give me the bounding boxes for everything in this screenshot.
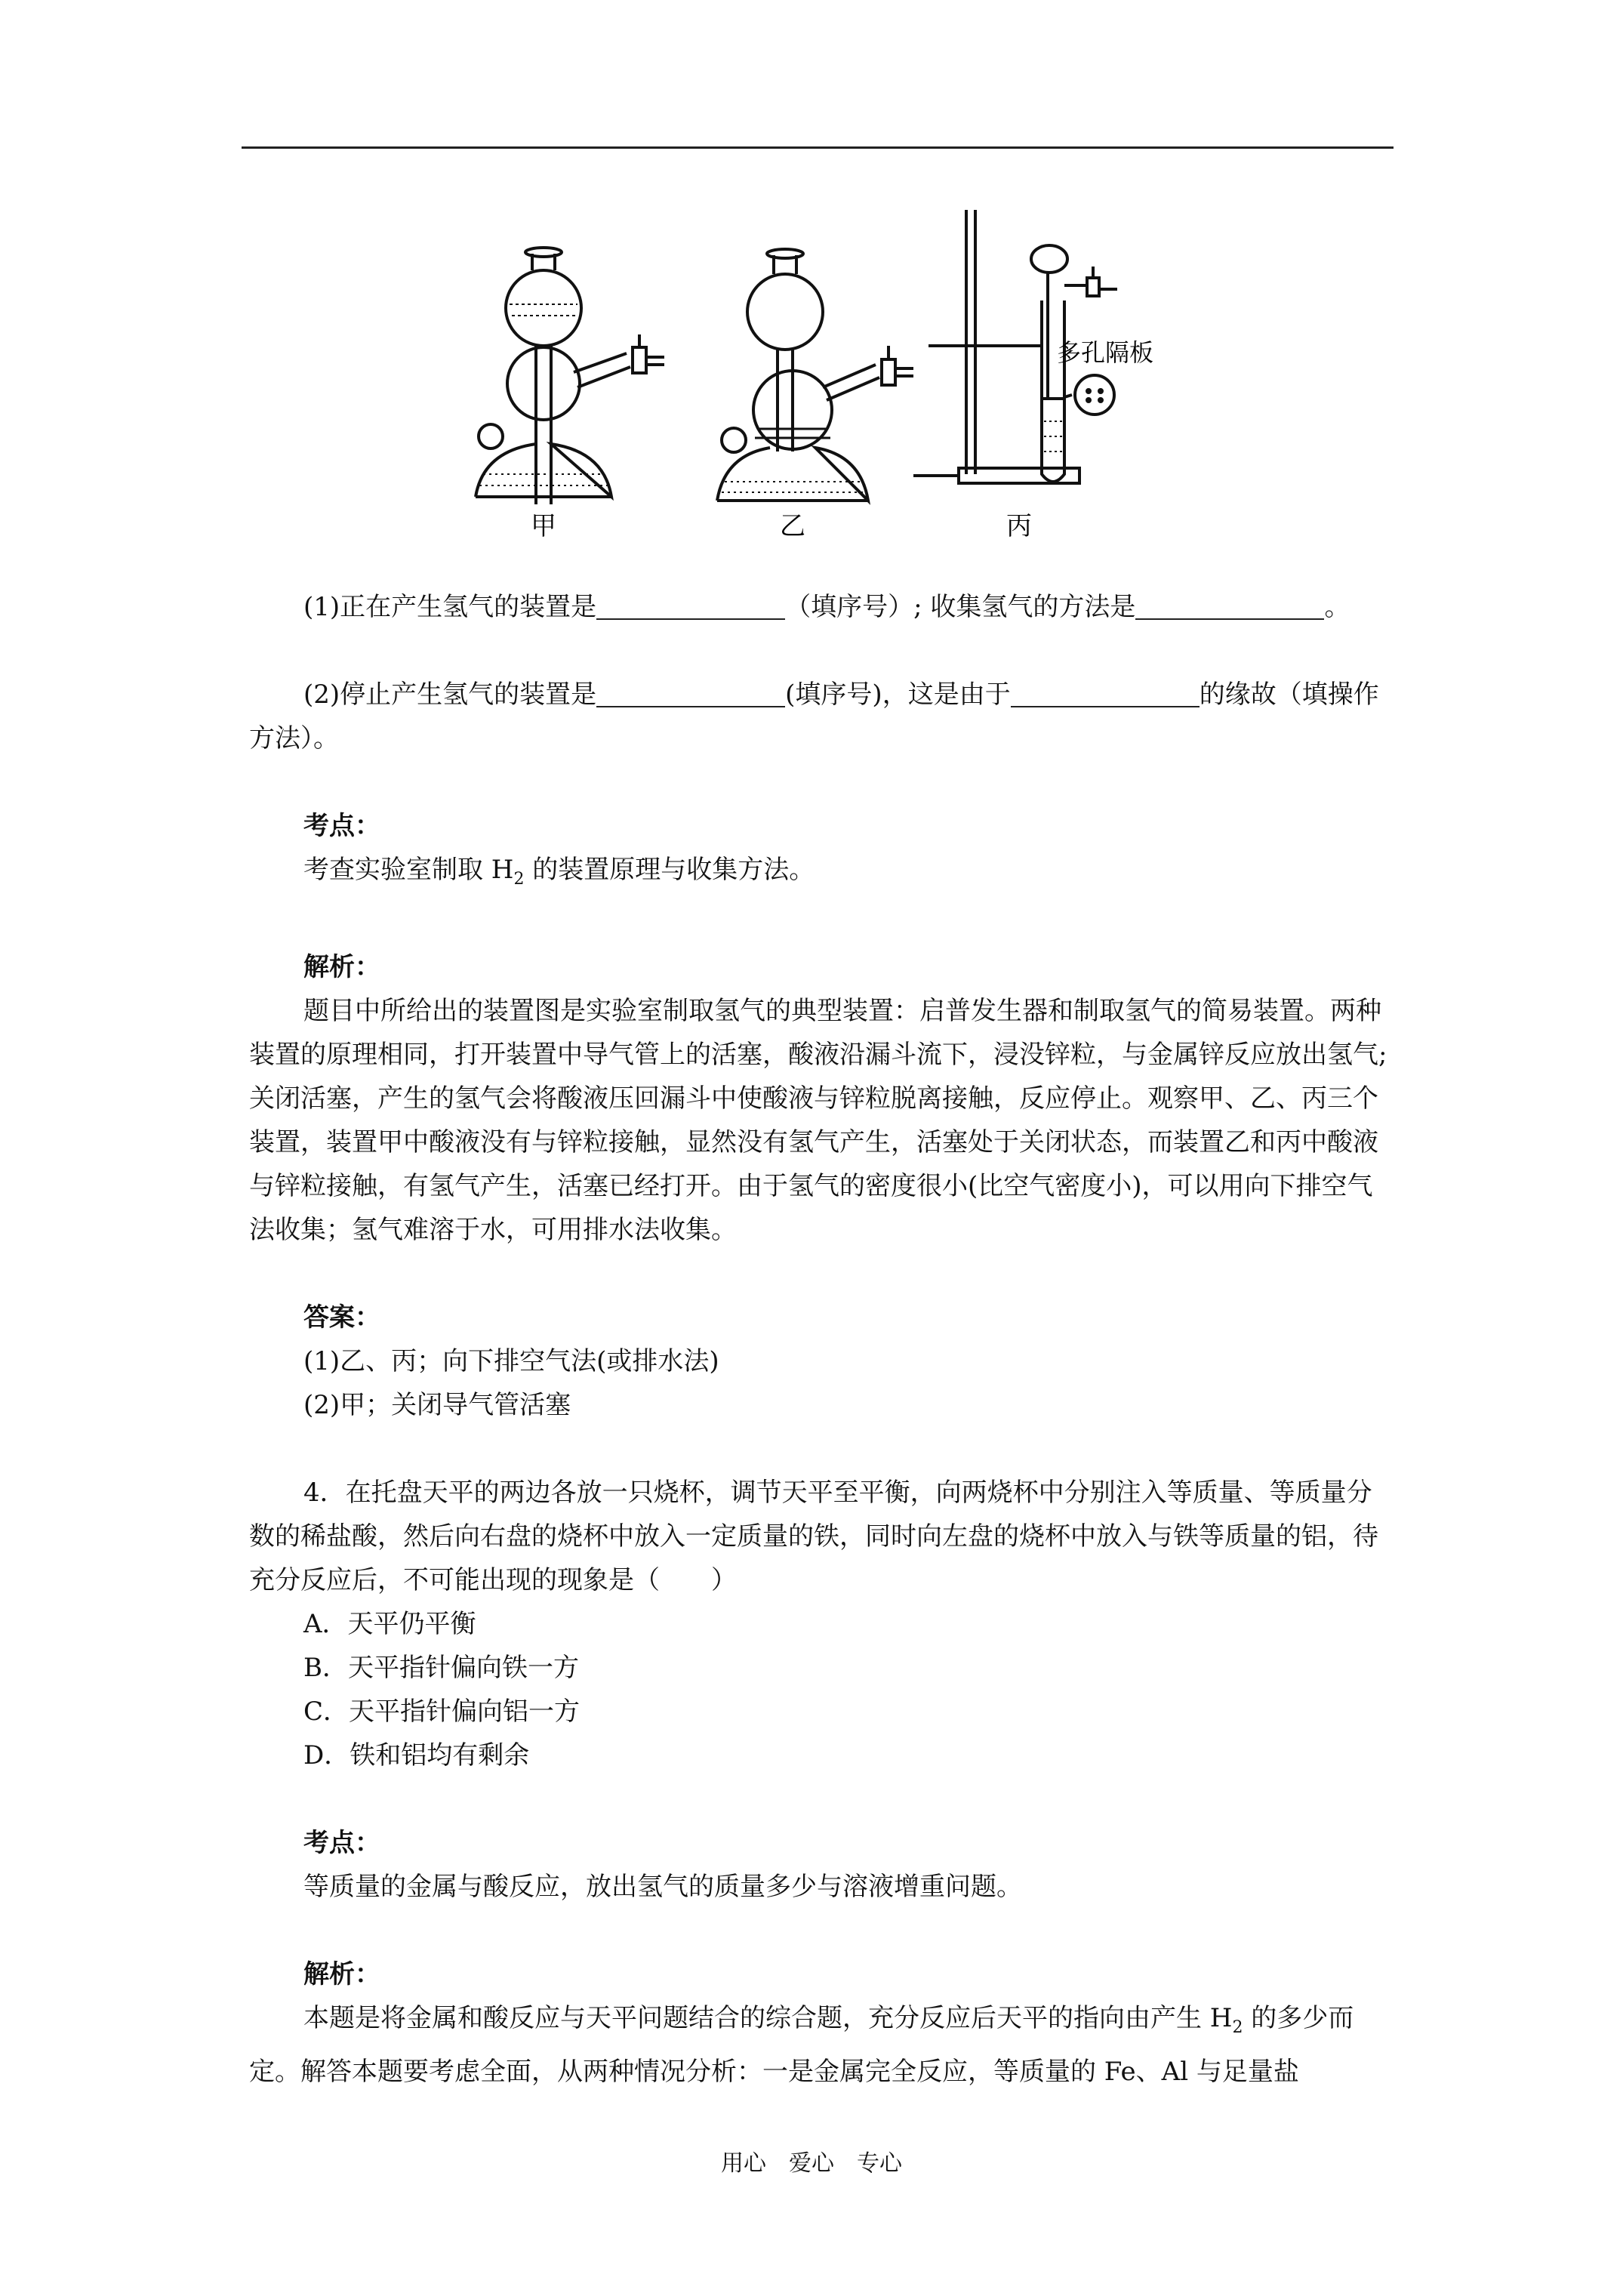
label-bing: 丙 [1006,511,1032,541]
q4-stem: 4．在托盘天平的两边各放一只烧杯，调节天平至平衡，向两烧杯中分别注入等质量、等质量分数的稀盐酸，然后向右盘的烧杯中放入一定质量的铁，同时向左盘的烧杯中放入与铁等质量的铝，待充分反应后，不可能出现的现象是（ ） [249,1477,1378,1595]
q3-body [249,585,1389,2094]
q4-kaodian-text: 等质量的金属与酸反应，放出氢气的质量多少与溶液增重问题。 [303,1871,1022,1902]
label-jia: 甲 [531,511,556,541]
apparatus-yi-drawing [717,249,913,501]
q4-option: A．天平仍平衡 [303,1608,476,1639]
answer-blank[interactable] [1011,677,1200,707]
answer-blank[interactable] [1135,590,1324,620]
q3-kaodian-text: 考查实验室制取 $H_2$ 的装置原理与收集方法。 [303,855,815,889]
apparatus-figure [438,202,1223,542]
apparatus-diagram [438,202,1223,542]
q4-option: D．铁和铝均有剩余 [303,1740,530,1771]
page-footer: 用心 爱心 专心 [721,2150,902,2177]
apparatus-yi-fill [722,429,864,492]
q4-jiexi-heading: 解析： [303,1959,380,1989]
answer-blank[interactable] [596,677,785,707]
label-yi: 乙 [780,511,805,541]
q3-jiexi-heading: 解析： [303,951,380,982]
label-porous-plate: 多孔隔板 [1057,338,1154,367]
q3-daan-heading: 答案： [303,1302,380,1333]
q3-sub1: (1)正在产生氢气的装置是 （填序号）; 收集氢气的方法是 。 [249,585,1389,629]
answer-blank[interactable] [596,590,785,620]
q3-jiexi-text: 题目中所给出的装置图是实验室制取氢气的典型装置：启普发生器和制取氢气的简易装置。两种装置的原理相同，打开装置中导气管上的活塞，酸液沿漏斗流下，浸没锌粒，与金属锌反应放出氢气; 关闭活塞，产生的氢气会将酸液压回漏斗中使酸液与锌粒脱离接触，反应停止。观察甲、乙、丙三个装置，装置甲中酸液没有与锌粒接触，显然没有氢气产生，活塞处于关闭状态，而装置乙和丙中酸液与锌粒接触，有氢气产生，活塞已经打开。由于氢气的密度很小(比空气密度小)，可以用向下排空气法收集；氢气难溶于水，可用排水法收集。 [249,995,1387,1245]
apparatus-jia-drawing [476,248,664,504]
q4-option: C．天平指针偏向铝一方 [303,1696,581,1727]
q4-kaodian-heading: 考点： [303,1827,380,1858]
q3-kaodian-heading: 考点： [303,811,380,841]
q3-sub2: (2)停止产生氢气的装置是 (填序号)，这是由于 的缘故（填操作方法）。 [249,673,1389,760]
q3-daan-1: (1)乙、丙；向下排空气法(或排水法) [303,1345,719,1376]
q4-jiexi-text: 本题是将金属和酸反应与天平问题结合的综合题，充分反应后天平的指向由产生 $H_2$ 的多少而定。解答本题要考虑全面，从两种情况分析：一是金属完全反应，等质量的 Fe、Al 与足量盐 [249,2002,1354,2087]
q3-daan-2: (2)甲；关闭导气管活塞 [303,1389,571,1420]
header-rule [242,146,1394,149]
q4-option: B．天平指针偏向铁一方 [303,1652,579,1683]
